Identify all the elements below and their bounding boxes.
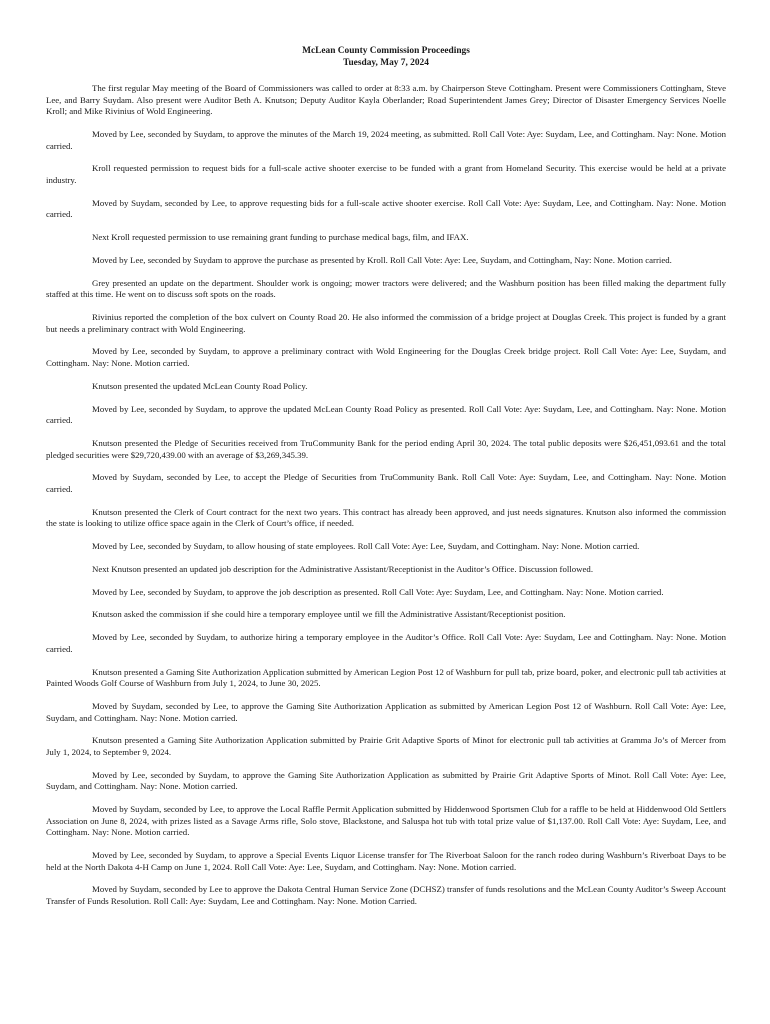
- minutes-paragraph: Next Kroll requested permission to use remaining grant funding to purchase medical bags, film, and IFAX.: [92, 232, 469, 243]
- minutes-paragraph: The first regular May meeting of the Board of Commissioners was called to order at 8:33 a.m. by Chairperson Steve Cottingham. Present were Commissioners Cottingham, Steve Lee, and Barry Suydam. Also present were Auditor Beth A. Knutson; Deputy Auditor Kayla Oberlander; Road Superintendent James Grey; Director of Disaster Emergency Services Noelle Kroll; and Mike Rivinius of Wold Engineering.: [46, 83, 726, 117]
- minutes-body: [46, 83, 726, 908]
- minutes-paragraph: Knutson asked the commission if she could hire a temporary employee until we fill the Administrative Assistant/Receptionist position.: [92, 609, 566, 620]
- minutes-paragraph: Moved by Suydam, seconded by Lee, to approve requesting bids for a full-scale active shooter exercise. Roll Call Vote: Aye: Suydam, Lee, and Cottingham. Nay: None. Motion carried.: [46, 197, 726, 220]
- minutes-paragraph: Moved by Lee, seconded by Suydam, to approve the Gaming Site Authorization Application as submitted by Prairie Grit Adaptive Sports of Minot. Roll Call Vote: Aye: Lee, Suydam, and Cottingham. Nay: None. Motion carried.: [46, 769, 726, 792]
- minutes-paragraph: Moved by Suydam, seconded by Lee, to approve the Local Raffle Permit Application submitted by Hiddenwood Sportsmen Club for a raffle to be held at Hiddenwood Old Settlers Association on June 8, 2024, with prizes listed as a Savage Arms rifle, Solo stove, Blackstone, and Saluspa hot tub with total prize value of $1,137.00. Roll Call Vote: Aye: Suydam, Lee, and Cottingham. Nay: None. Motion carried.: [46, 804, 726, 838]
- minutes-paragraph: Moved by Lee, seconded by Suydam, to approve the minutes of the March 19, 2024 meeting, as submitted. Roll Call Vote: Aye: Suydam, Lee, and Cottingham. Nay: None. Motion carried.: [46, 128, 726, 151]
- title-date: Tuesday, May 7, 2024: [343, 57, 429, 68]
- minutes-paragraph: Rivinius reported the completion of the box culvert on County Road 20. He also informed the commission of a bridge project at Douglas Creek. This project is funded by a grant but needs a preliminary contract with Wold Engineering.: [46, 312, 726, 334]
- minutes-paragraph: Moved by Suydam, seconded by Lee, to accept the Pledge of Securities from TruCommunity Bank. Roll Call Vote: Aye: Suydam, Lee, and Cottingham. Nay: None. Motion carried.: [46, 472, 726, 494]
- minutes-paragraph: Moved by Lee, seconded by Suydam, to approve a preliminary contract with Wold Engineering for the Douglas Creek bridge project. Roll Call Vote: Aye: Lee, Suydam, and Cottingham. Nay: None. Motion carried.: [46, 346, 726, 368]
- minutes-paragraph: Moved by Lee, seconded by Suydam, to approve a Special Events Liquor License transfer for The Riverboat Saloon for the ranch rodeo during Washburn’s Riverboat Days to be held at the North Dakota 4-H Camp on June 1, 2024. Roll Call Vote: Aye: Lee, Suydam, and Cottingham. Nay: None. Motion carried.: [46, 850, 726, 872]
- minutes-paragraph: Moved by Lee, seconded by Suydam, to approve the updated McLean County Road Policy as presented. Roll Call Vote: Aye: Suydam, Lee, and Cottingham. Nay: None. Motion carried.: [46, 403, 726, 426]
- minutes-paragraph: Grey presented an update on the department. Shoulder work is ongoing; mower tractors were delivered; and the Washburn position has been filled making the department fully staffed at this time. He went on to discuss soft spots on the roads.: [46, 277, 726, 300]
- document-title: [46, 46, 726, 69]
- minutes-paragraph: Moved by Lee, seconded by Suydam, to authorize hiring a temporary employee in the Auditor’s Office. Roll Call Vote: Aye: Suydam, Lee and Cottingham. Nay: None. Motion carried.: [46, 632, 726, 654]
- minutes-paragraph: Knutson presented the Pledge of Securities received from TruCommunity Bank for the period ending April 30, 2024. The total public deposits were $26,451,093.61 and the total pledged securities were $29,720,439.00 with an average of $3,269,345.39.: [46, 437, 726, 460]
- title-heading: McLean County Commission Proceedings: [302, 46, 470, 56]
- minutes-paragraph: Moved by Suydam, seconded by Lee, to approve the Gaming Site Authorization Application as submitted by American Legion Post 12 of Washburn. Roll Call Vote: Aye: Lee, Suydam, and Cottingham. Nay: None. Motion carried.: [46, 700, 726, 723]
- minutes-paragraph: Next Knutson presented an updated job description for the Administrative Assistant/Receptionist in the Auditor’s Office. Discussion followed.: [92, 563, 594, 574]
- minutes-paragraph: Moved by Lee, seconded by Suydam, to allow housing of state employees. Roll Call Vote: Aye: Lee, Suydam, and Cottingham. Nay: None. Motion carried.: [92, 541, 640, 552]
- minutes-paragraph: Moved by Lee, seconded by Suydam to approve the purchase as presented by Kroll. Roll Call Vote: Aye: Lee, Suydam, and Cottingham, Nay: None. Motion carried.: [92, 254, 672, 265]
- minutes-paragraph: Knutson presented the updated McLean County Road Policy.: [92, 380, 308, 391]
- minutes-paragraph: Knutson presented a Gaming Site Authorization Application submitted by Prairie Grit Adaptive Sports of Minot for electronic pull tab activities at Gramma Jo’s of Mercer from July 1, 2024, to September 9, 2024.: [46, 735, 726, 757]
- minutes-paragraph: Moved by Suydam, seconded by Lee to approve the Dakota Central Human Service Zone (DCHSZ) transfer of funds resolutions and the McLean County Auditor’s Sweep Account Transfer of Funds Resolution. Roll Call: Aye: Suydam, Lee and Cottingham. Nay: None. Motion Carried.: [46, 884, 726, 906]
- minutes-paragraph: Knutson presented a Gaming Site Authorization Application submitted by American Legion Post 12 of Washburn for pull tab, prize board, poker, and electronic pull tab activities at Painted Woods Golf Course of Washburn from July 1, 2024, to June 30, 2025.: [46, 666, 726, 689]
- document-page: [46, 46, 726, 919]
- minutes-paragraph: Kroll requested permission to request bids for a full-scale active shooter exercise to be funded with a grant from Homeland Security. This exercise would be held at a private industry.: [46, 163, 726, 185]
- minutes-paragraph: Knutson presented the Clerk of Court contract for the next two years. This contract has already been approved, and just needs signatures. Knutson also informed the commission the state is looking to utilize office space again in the Clerk of Court’s office, if needed.: [46, 506, 726, 529]
- minutes-paragraph: Moved by Lee, seconded by Suydam, to approve the job description as presented. Roll Call Vote: Aye: Suydam, Lee, and Cottingham. Nay: None. Motion carried.: [92, 586, 664, 597]
